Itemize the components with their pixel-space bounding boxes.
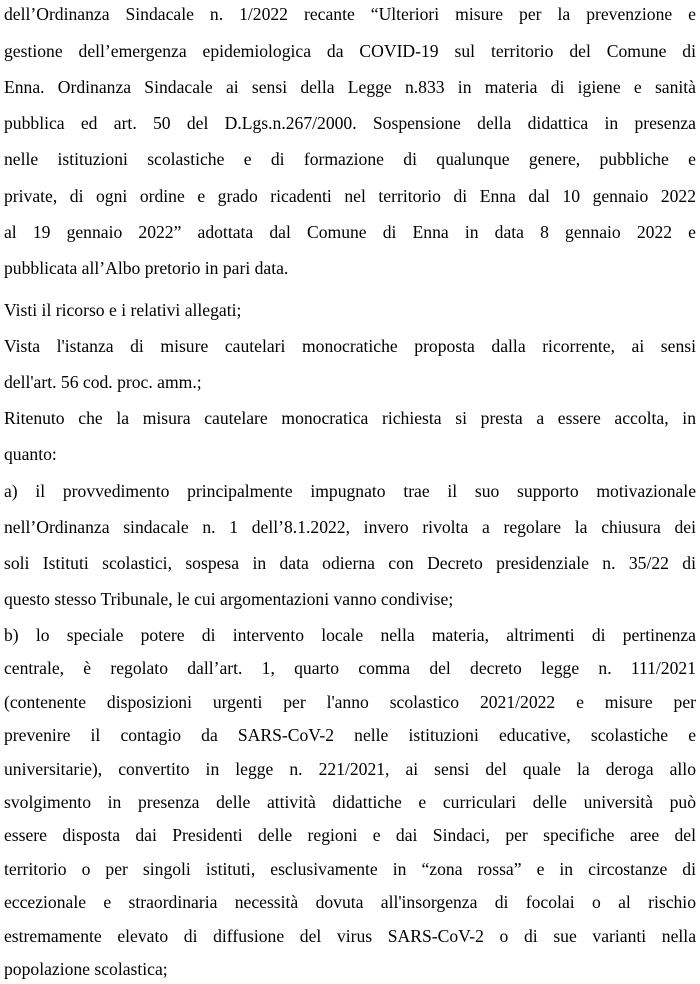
text-line: centrale, è regolato dall’art. 1, quarto comma del decreto legge n. 111/2021	[4, 658, 696, 678]
text-line: (contenente disposizioni urgenti per l'anno scolastico 2021/2022 e misure per	[4, 692, 696, 712]
text-line: Vista l'istanza di misure cautelari monocratiche proposta dalla ricorrente, ai sensi	[4, 336, 696, 356]
text-line: eccezionale e straordinaria necessità dovuta all'insorgenza di focolai o al rischio	[4, 892, 696, 912]
text-line: territorio o per singoli istituti, esclusivamente in “zona rossa” e in circostanze di	[4, 859, 696, 879]
text-line: al 19 gennaio 2022” adottata dal Comune di Enna in data 8 gennaio 2022 e	[4, 222, 696, 242]
text-line: dell’Ordinanza Sindacale n. 1/2022 recante “Ulteriori misure per la prevenzione e	[4, 4, 696, 24]
visti-line: Visti il ricorso e i relativi allegati;	[4, 300, 242, 320]
text-line: questo stesso Tribunale, le cui argomentazioni vanno condivise;	[4, 589, 454, 609]
text-line: Enna. Ordinanza Sindacale ai sensi della Legge n.833 in materia di igiene e sanità	[4, 77, 696, 97]
text-line: soli Istituti scolastici, sospesa in data odierna con Decreto presidenziale n. 35/22 di	[4, 553, 696, 573]
text-line: estremamente elevato di diffusione del virus SARS-CoV-2 o di sue varianti nella	[4, 926, 696, 946]
text-line: private, di ogni ordine e grado ricadenti nel territorio di Enna dal 10 gennaio 2022	[4, 186, 696, 206]
text-line: gestione dell’emergenza epidemiologica da COVID-19 sul territorio del Comune di	[4, 41, 696, 61]
text-line: a) il provvedimento principalmente impugnato trae il suo supporto motivazionale	[4, 481, 696, 501]
text-line: popolazione scolastica;	[4, 959, 168, 979]
text-line: essere disposta dai Presidenti delle regioni e dai Sindaci, per specifiche aree del	[4, 825, 696, 845]
text-line: nell’Ordinanza sindacale n. 1 dell’8.1.2022, invero rivolta a regolare la chiusura dei	[4, 517, 696, 537]
text-line: pubblica ed art. 50 del D.Lgs.n.267/2000. Sospensione della didattica in presenza	[4, 113, 696, 133]
text-line: quanto:	[4, 444, 57, 464]
text-line: nelle istituzioni scolastiche e di formazione di qualunque genere, pubbliche e	[4, 149, 696, 169]
text-line: pubblicata all’Albo pretorio in pari data.	[4, 258, 289, 278]
text-line: dell'art. 56 cod. proc. amm.;	[4, 372, 202, 392]
text-line: universitarie), convertito in legge n. 221/2021, ai sensi del quale la deroga allo	[4, 759, 696, 779]
text-line: prevenire il contagio da SARS-CoV-2 nelle istituzioni educative, scolastiche e	[4, 725, 696, 745]
text-line: b) lo speciale potere di intervento locale nella materia, altrimenti di pertinenza	[4, 625, 696, 645]
text-line: Ritenuto che la misura cautelare monocratica richiesta si presta a essere accolta, in	[4, 408, 696, 428]
text-line: svolgimento in presenza delle attività didattiche e curriculari delle università può	[4, 792, 696, 812]
